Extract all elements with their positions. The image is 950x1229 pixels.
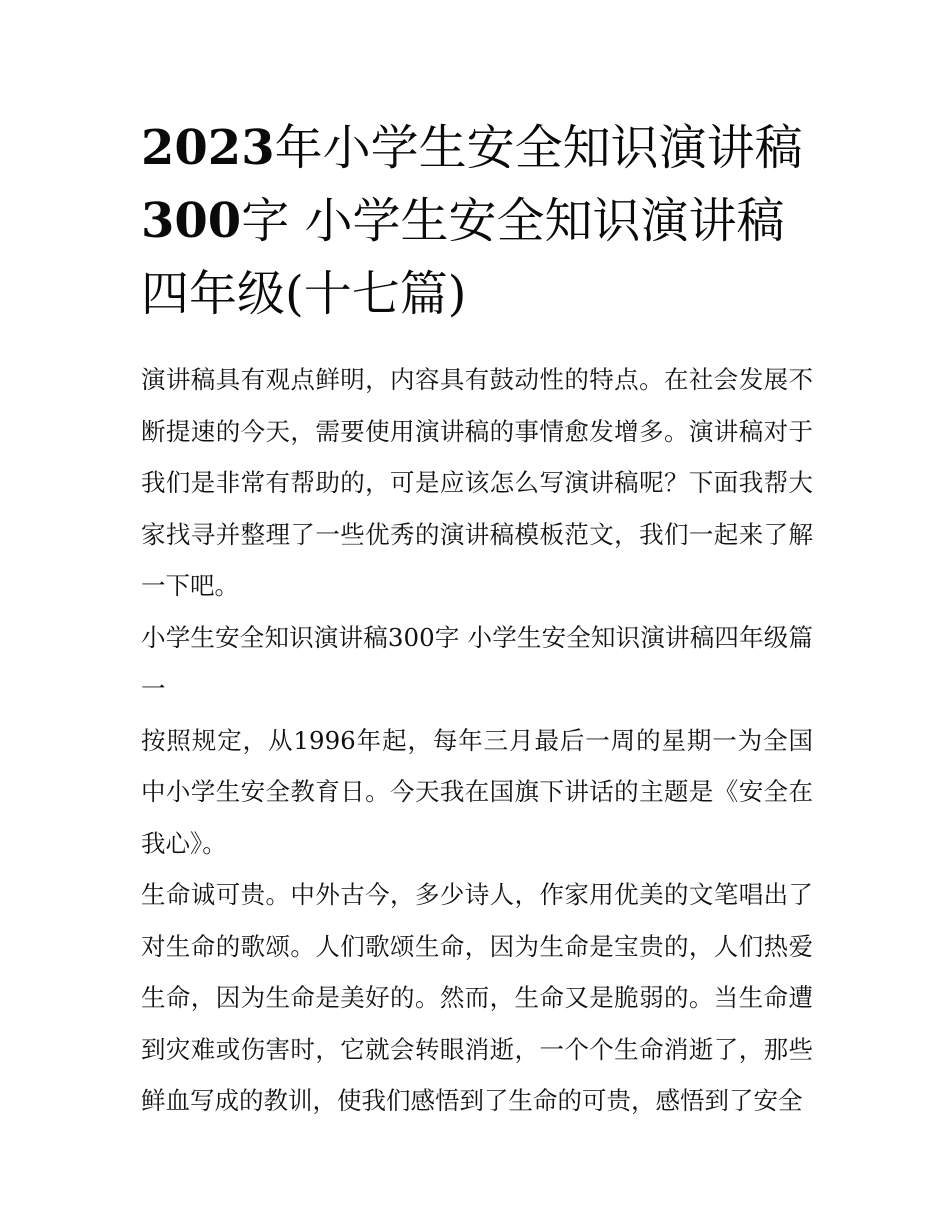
title-year: 2023 [141,120,275,176]
title-text-part-2: 字 小学生安全知识演讲稿四年级(十七篇) [141,193,785,322]
body-paragraph: 按照规定，从1996年起，每年三月最后一周的星期一为全国中小学生安全教育日。今天我在国旗下讲话的主题是《安全在我心》。 [141,725,813,858]
title-text-part-1: 年小学生安全知识演讲稿 [274,120,803,176]
title-word-count: 300 [141,193,242,249]
document-title [141,112,813,331]
body-paragraph: 生命诚可贵。中外古今，多少诗人，作家用优美的文笔唱出了对生命的歌颂。人们歌颂生命，因为生命是宝贵的，人们热爱生命，因为生命是美好的。然而，生命又是脆弱的。当生命遭到灾难或伤害时，它就会转眼消逝，一个个生命消逝了，那些鲜血写成的教训，使我们感悟到了生命的可贵，感悟到了安全 [141,880,813,1115]
document-content [141,112,813,1127]
intro-paragraph: 演讲稿具有观点鲜明，内容具有鼓动性的特点。在社会发展不断提速的今天，需要使用演讲稿的事情愈发增多。演讲稿对于我们是非常有帮助的，可是应该怎么写演讲稿呢？下面我帮大家找寻并整理了一些优秀的演讲稿模板范文，我们一起来了解一下吧。 [141,365,813,600]
section-heading: 小学生安全知识演讲稿300字 小学生安全知识演讲稿四年级篇一 [141,622,813,703]
